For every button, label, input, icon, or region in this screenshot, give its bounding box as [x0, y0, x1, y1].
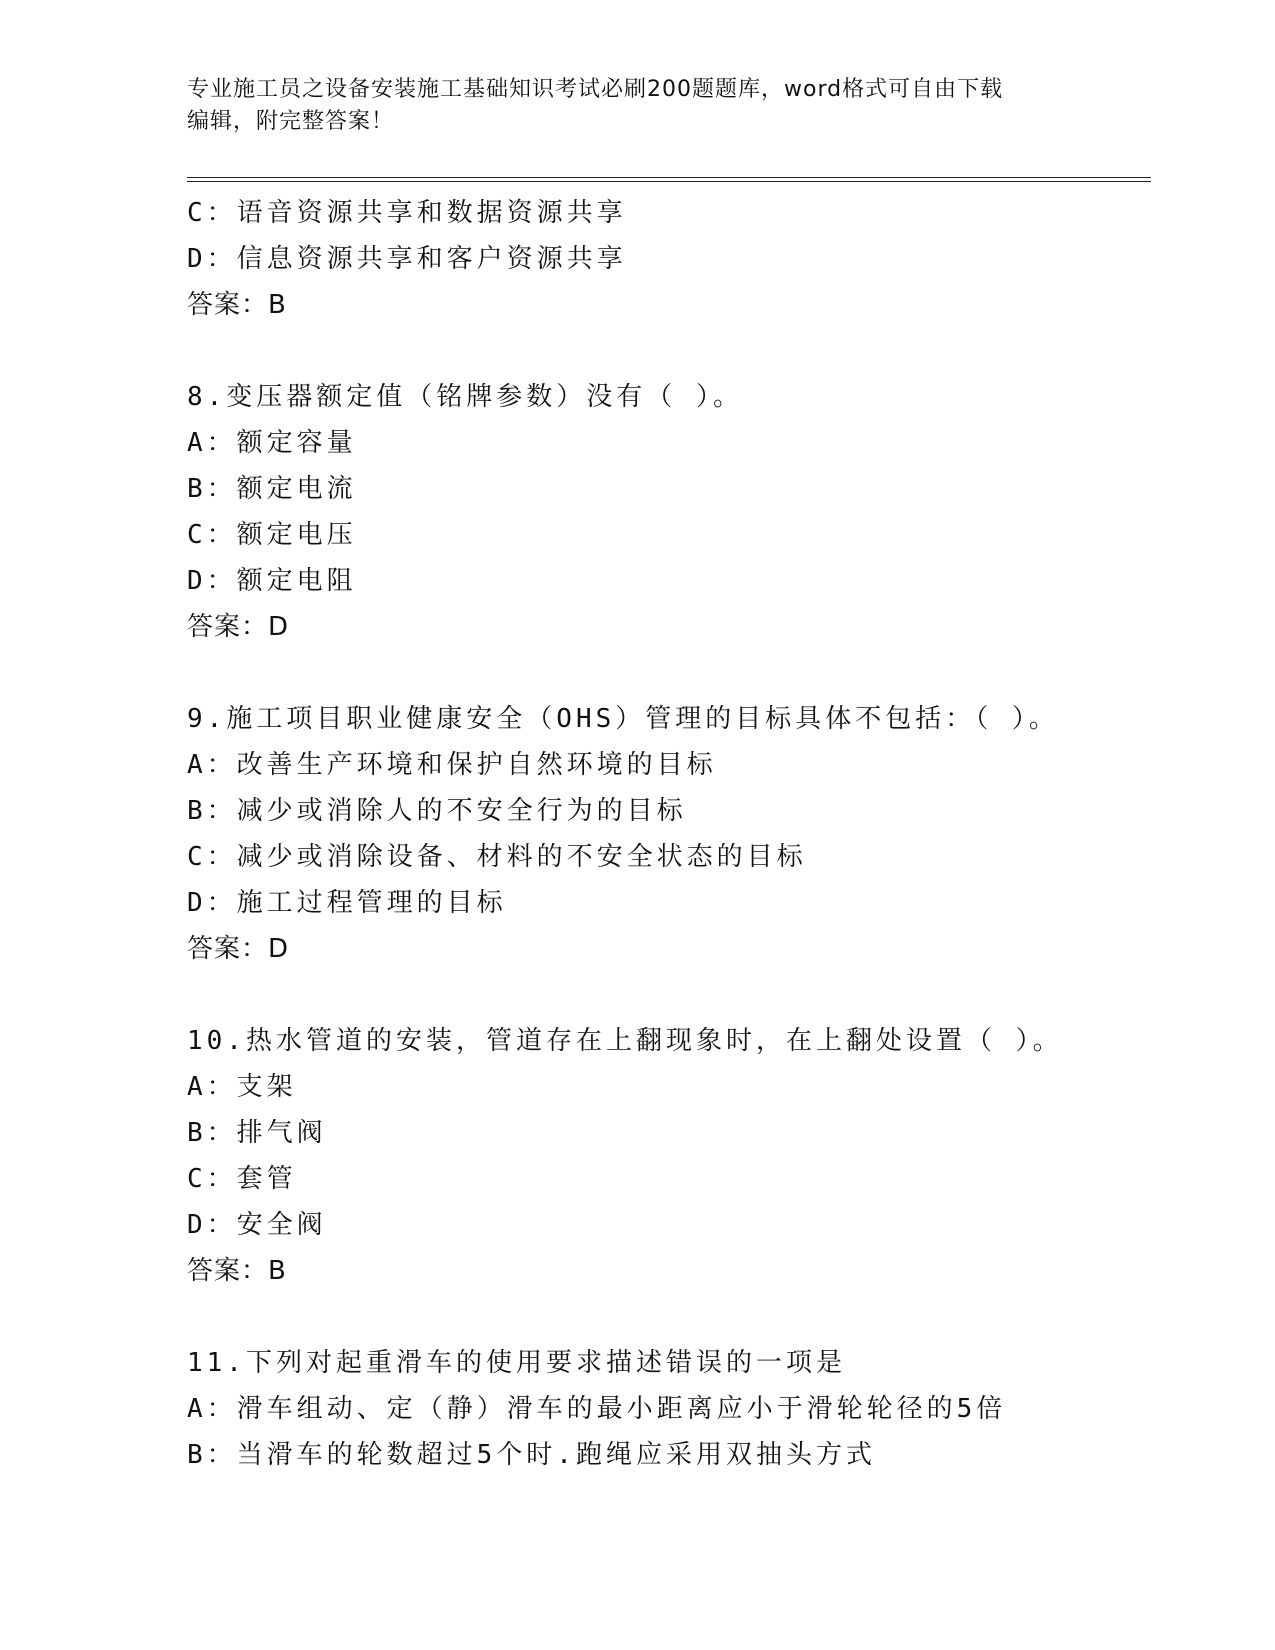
q10-option-c: C：套管	[187, 1164, 297, 1194]
q11-question: 11.下列对起重滑车的使用要求描述错误的一项是	[187, 1348, 846, 1378]
header-title-line-1: 专业施工员之设备安装施工基础知识考试必刷200题题库，word格式可自由下载	[187, 77, 1004, 102]
header-title-line-2: 编辑，附完整答案！	[187, 109, 395, 134]
q9-answer: 答案：D	[187, 934, 290, 964]
q8-option-c: C：额定电压	[187, 520, 357, 550]
q8-option-d: D：额定电阻	[187, 566, 357, 596]
q8-question: 8.变压器额定值（铭牌参数）没有（ ）。	[187, 382, 743, 412]
q9-option-d: D：施工过程管理的目标	[187, 888, 507, 918]
q11-option-a: A：滑车组动、定（静）滑车的最小距离应小于滑轮轮径的5倍	[187, 1394, 1007, 1424]
spacer	[187, 650, 1151, 696]
q9-question: 9.施工项目职业健康安全（OHS）管理的目标具体不包括：（ ）。	[187, 704, 1059, 734]
q10-answer: 答案：B	[187, 1256, 287, 1286]
q7-answer: 答案：B	[187, 290, 287, 320]
q9-option-a: A：改善生产环境和保护自然环境的目标	[187, 750, 717, 780]
q8-option-a: A：额定容量	[187, 428, 357, 458]
q10-option-a: A：支架	[187, 1072, 297, 1102]
q8-answer: 答案：D	[187, 612, 290, 642]
spacer	[187, 972, 1151, 1018]
q11-option-b: B：当滑车的轮数超过5个时.跑绳应采用双抽头方式	[187, 1440, 876, 1470]
q10-option-d: D：安全阀	[187, 1210, 327, 1240]
q10-option-b: B：排气阀	[187, 1118, 327, 1148]
question-list	[187, 190, 1151, 1478]
q7-option-d: D：信息资源共享和客户资源共享	[187, 244, 627, 274]
q10-question: 10.热水管道的安装，管道存在上翻现象时，在上翻处设置（ ）。	[187, 1026, 1063, 1056]
document-header	[187, 74, 1087, 138]
q8-option-b: B：额定电流	[187, 474, 357, 504]
q9-option-b: B：减少或消除人的不安全行为的目标	[187, 796, 687, 826]
spacer	[187, 1294, 1151, 1340]
q9-option-c: C：减少或消除设备、材料的不安全状态的目标	[187, 842, 807, 872]
q7-option-c: C：语音资源共享和数据资源共享	[187, 198, 627, 228]
spacer	[187, 328, 1151, 374]
header-divider	[187, 177, 1151, 182]
